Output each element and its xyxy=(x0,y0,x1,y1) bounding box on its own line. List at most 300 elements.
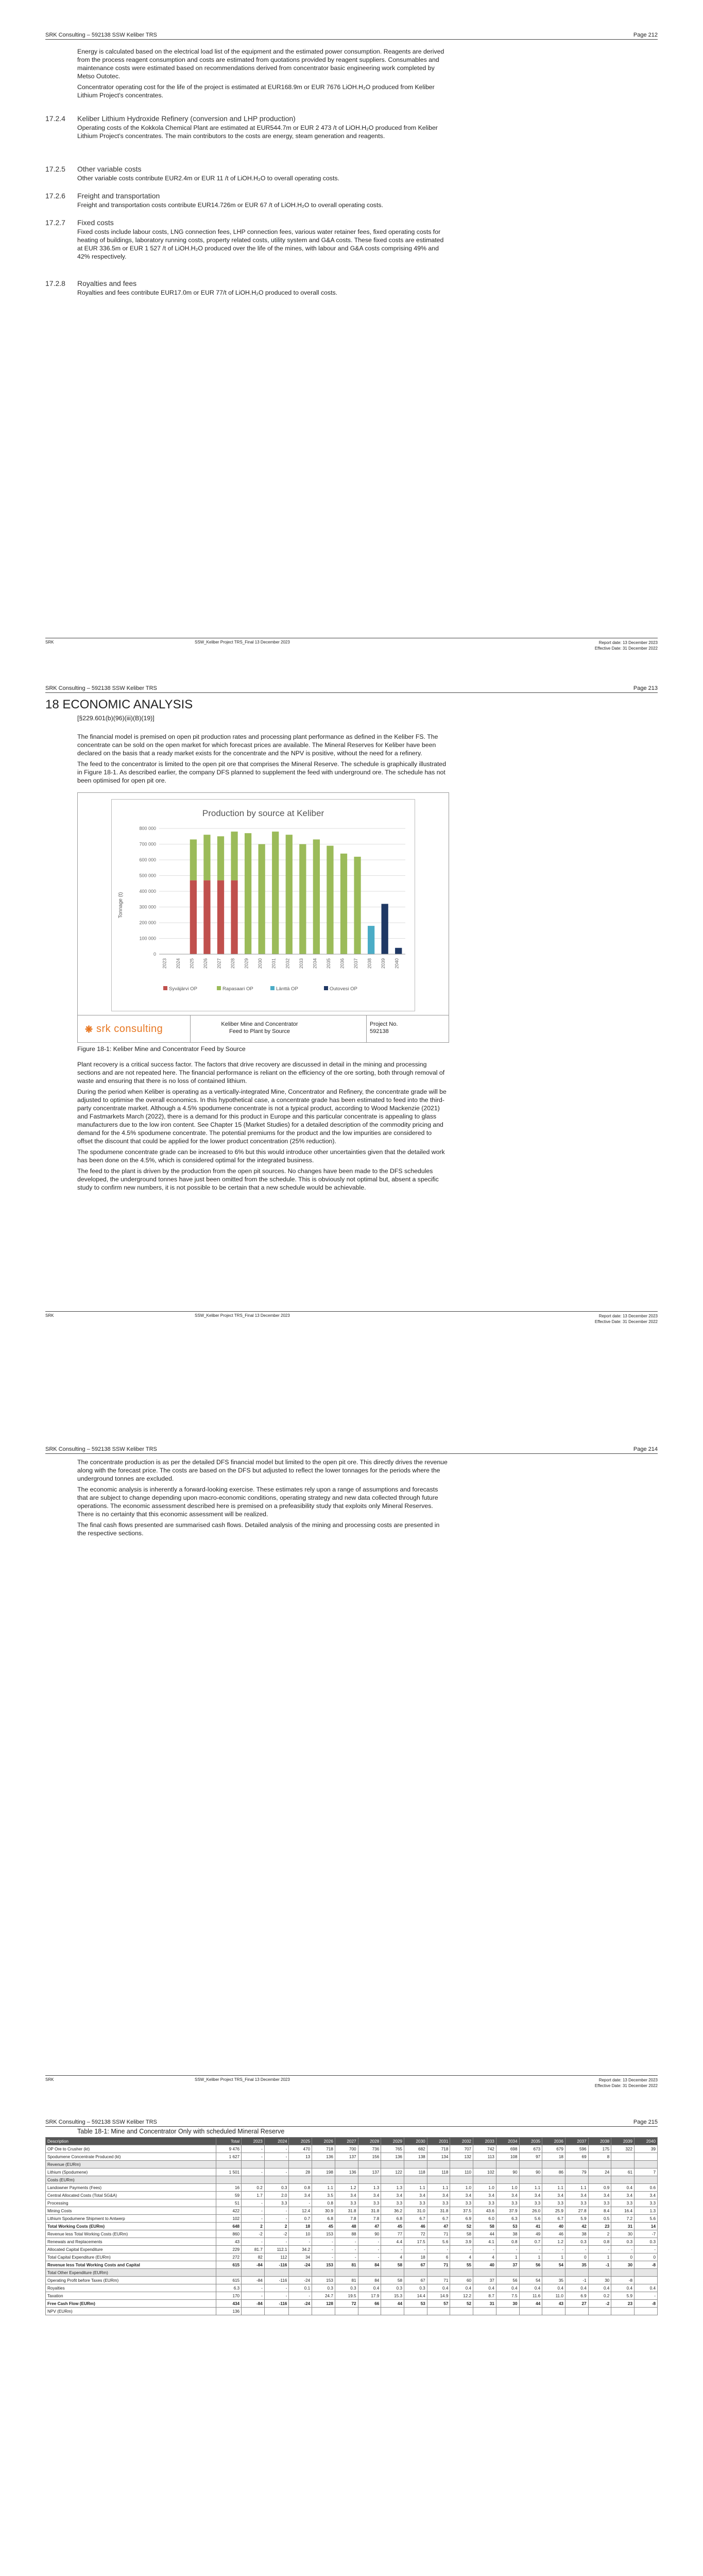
table-cell: 707 xyxy=(450,2145,473,2153)
section-number: 17.2.5 xyxy=(45,165,65,173)
table-cell xyxy=(381,2308,404,2315)
table-cell xyxy=(216,2161,242,2168)
table-row xyxy=(46,2300,658,2308)
table-cell: 7.8 xyxy=(335,2215,358,2223)
table-cell: - xyxy=(242,2215,265,2223)
x-tick-label: 2025 xyxy=(189,958,195,969)
column-header: 2033 xyxy=(473,2138,496,2145)
page-number: Page 215 xyxy=(633,2119,658,2125)
table-cell: 742 xyxy=(473,2145,496,2153)
table-cell xyxy=(450,2161,473,2168)
table-cell: - xyxy=(358,2246,381,2253)
table-cell: 61 xyxy=(611,2168,635,2176)
table-cell: -84 xyxy=(242,2277,265,2284)
y-tick-label: 400 000 xyxy=(139,889,156,894)
table-cell xyxy=(312,2308,335,2315)
table-cell: - xyxy=(264,2215,289,2223)
table-cell: 55 xyxy=(450,2261,473,2269)
table-cell: 17.9 xyxy=(358,2292,381,2300)
table-cell: - xyxy=(242,2145,265,2153)
bar-rapasaari-op2027 xyxy=(217,836,224,880)
table-cell: 3.3 xyxy=(565,2199,588,2207)
table-cell: 24.7 xyxy=(312,2292,335,2300)
table-cell: 44 xyxy=(473,2230,496,2238)
column-header: Total xyxy=(216,2138,242,2145)
project-label: Project No. xyxy=(370,1021,398,1027)
column-header: 2026 xyxy=(312,2138,335,2145)
table-row xyxy=(46,2277,658,2284)
table-cell: 153 xyxy=(312,2277,335,2284)
section-text: Operating costs of the Kokkola Chemical Plant are estimated at EUR544.7m or EUR 2 473 /t of LiOH.H₂O produced from Keliber Lithium Project's concentrates. The main contributors to the costs are energy, steam generation and reagents. xyxy=(77,124,438,140)
table-cell: 112 xyxy=(264,2253,289,2261)
legend-label: Outovesi OP xyxy=(330,986,357,992)
page-header xyxy=(45,1446,658,1454)
table-cell: 0.4 xyxy=(358,2284,381,2292)
table-cell: 8.4 xyxy=(588,2207,611,2215)
table-cell: 45 xyxy=(381,2223,404,2230)
table-cell: -8 xyxy=(635,2261,658,2269)
table-row xyxy=(46,2176,658,2184)
table-cell: -116 xyxy=(264,2300,289,2308)
table-cell: 30 xyxy=(496,2300,519,2308)
legend-swatch xyxy=(217,986,221,990)
table-cell xyxy=(542,2269,565,2277)
table-cell: Operating Profit before Taxes (EURm) xyxy=(46,2277,216,2284)
table-row xyxy=(46,2161,658,2168)
table-cell: 0.3 xyxy=(312,2284,335,2292)
table-cell: 3.4 xyxy=(565,2192,588,2199)
table-cell: 0.4 xyxy=(427,2284,450,2292)
table-cell xyxy=(588,2269,611,2277)
table-cell xyxy=(264,2161,289,2168)
table-cell: - xyxy=(242,2153,265,2161)
table-cell: 90 xyxy=(496,2168,519,2176)
table-cell: - xyxy=(242,2238,265,2246)
table-cell xyxy=(335,2308,358,2315)
table-cell: Taxation xyxy=(46,2292,216,2300)
table-row xyxy=(46,2153,658,2161)
table-cell: 1.1 xyxy=(519,2184,542,2192)
table-cell: 3.3 xyxy=(542,2199,565,2207)
table-cell: 3.3 xyxy=(611,2199,635,2207)
table-cell: 3.3 xyxy=(264,2199,289,2207)
table-cell xyxy=(289,2308,312,2315)
table-cell: 37 xyxy=(473,2277,496,2284)
table-cell: 0.8 xyxy=(588,2238,611,2246)
table-cell: 82 xyxy=(242,2253,265,2261)
table-cell xyxy=(427,2308,450,2315)
table-cell: Lithium (Spodumene) xyxy=(46,2168,216,2176)
table-cell: Costs (EURm) xyxy=(46,2176,216,2184)
table-cell: 54 xyxy=(519,2277,542,2284)
table-cell xyxy=(427,2161,450,2168)
table-cell: 3.4 xyxy=(635,2192,658,2199)
column-header: 2024 xyxy=(264,2138,289,2145)
table-cell: 0.2 xyxy=(588,2292,611,2300)
table-cell: Landowner Payments (Fees) xyxy=(46,2184,216,2192)
table-cell: Allocated Capital Expenditure xyxy=(46,2246,216,2253)
table-cell: 69 xyxy=(565,2153,588,2161)
table-cell: Spodumene Concentrate Produced (kt) xyxy=(46,2153,216,2161)
table-cell xyxy=(473,2308,496,2315)
x-tick-label: 2036 xyxy=(339,958,345,969)
table-cell: 11.0 xyxy=(542,2292,565,2300)
table-cell: 59 xyxy=(216,2192,242,2199)
table-cell: 0.6 xyxy=(635,2184,658,2192)
table-cell xyxy=(611,2269,635,2277)
column-header: 2028 xyxy=(358,2138,381,2145)
table-cell: - xyxy=(381,2246,404,2253)
report-date: Report date: 13 December 2023 xyxy=(598,2078,658,2082)
table-cell xyxy=(289,2269,312,2277)
table-cell: 23 xyxy=(588,2223,611,2230)
table-cell: 31.8 xyxy=(335,2207,358,2215)
table-cell: 5.6 xyxy=(635,2215,658,2223)
table-cell: Free Cash Flow (EURm) xyxy=(46,2300,216,2308)
table-cell xyxy=(427,2269,450,2277)
table-cell: 51 xyxy=(216,2199,242,2207)
table-cell: 56 xyxy=(496,2277,519,2284)
table-cell: 46 xyxy=(542,2230,565,2238)
report-date: Report date: 13 December 2023 xyxy=(598,1314,658,1318)
table-cell xyxy=(611,2161,635,2168)
table-cell: 2 xyxy=(242,2223,265,2230)
table-cell: - xyxy=(242,2168,265,2176)
table-cell: - xyxy=(542,2246,565,2253)
table-cell: Lithium Spodumene Shipment to Antwerp xyxy=(46,2215,216,2223)
table-cell: 3.3 xyxy=(404,2199,427,2207)
table-cell: 0.4 xyxy=(519,2284,542,2292)
table-cell: 1 501 xyxy=(216,2168,242,2176)
table-cell xyxy=(312,2269,335,2277)
table-row xyxy=(46,2199,658,2207)
table-cell: 3.3 xyxy=(450,2199,473,2207)
table-cell: - xyxy=(264,2238,289,2246)
logo-text: srk consulting xyxy=(96,1023,163,1035)
project-box xyxy=(366,1015,449,1042)
table-row xyxy=(46,2238,658,2246)
table-cell: 31.8 xyxy=(358,2207,381,2215)
table-cell xyxy=(496,2308,519,2315)
figure-footer xyxy=(78,1015,449,1042)
table-cell: 26.0 xyxy=(519,2207,542,2215)
section-text: Other variable costs contribute EUR2.4m or EUR 11 /t of LiOH.H₂O to overall operating costs. xyxy=(77,175,339,182)
table-cell xyxy=(496,2269,519,2277)
bar-rapasaari-op2029 xyxy=(245,833,251,954)
column-header: 2025 xyxy=(289,2138,312,2145)
table-cell: 2 xyxy=(588,2230,611,2238)
table-cell xyxy=(335,2269,358,2277)
column-header: 2027 xyxy=(335,2138,358,2145)
table-cell: Total Working Costs (EURm) xyxy=(46,2223,216,2230)
table-cell: 860 xyxy=(216,2230,242,2238)
table-cell: 90 xyxy=(358,2230,381,2238)
table-cell: 43.6 xyxy=(473,2207,496,2215)
table-cell xyxy=(635,2176,658,2184)
table-cell: 1 xyxy=(542,2253,565,2261)
project-number: 592138 xyxy=(370,1028,389,1035)
table-cell xyxy=(381,2269,404,2277)
table-cell: 30 xyxy=(611,2230,635,2238)
chapter-title: 18 ECONOMIC ANALYSIS xyxy=(45,698,193,711)
table-cell: 14.9 xyxy=(427,2292,450,2300)
table-cell: 6.8 xyxy=(312,2215,335,2223)
paragraph: The spodumene concentrate grade can be increased to 6% but this would introduce other uncertainties given that the detailed work has been done on the 4.5%, which is considered optimal for the integrated business. xyxy=(77,1148,445,1164)
table-cell: 0.3 xyxy=(404,2284,427,2292)
table-cell: 37.5 xyxy=(450,2207,473,2215)
table-cell xyxy=(635,2161,658,2168)
x-tick-label: 2038 xyxy=(367,958,372,969)
table-cell: 43 xyxy=(542,2300,565,2308)
column-header: 2038 xyxy=(588,2138,611,2145)
intro-text xyxy=(77,733,448,787)
bar-rapasaari-op2032 xyxy=(286,835,293,954)
table-cell: 170 xyxy=(216,2292,242,2300)
table-cell xyxy=(588,2308,611,2315)
section-title: Fixed costs xyxy=(77,218,114,227)
table-cell: - xyxy=(264,2292,289,2300)
table-cell: 56 xyxy=(519,2261,542,2269)
x-tick-label: 2033 xyxy=(298,958,304,969)
table-cell: - xyxy=(358,2238,381,2246)
column-header: Description xyxy=(46,2138,216,2145)
table-cell: 47 xyxy=(358,2223,381,2230)
table-row xyxy=(46,2284,658,2292)
column-header: 2032 xyxy=(450,2138,473,2145)
table-cell: OP Ore to Crusher (kt) xyxy=(46,2145,216,2153)
bar-outovesi-op2039 xyxy=(382,904,388,954)
table-cell: 3.3 xyxy=(358,2199,381,2207)
table-cell: 15.3 xyxy=(381,2292,404,2300)
table-cell: -24 xyxy=(289,2277,312,2284)
table-cell: - xyxy=(312,2238,335,2246)
srk-logo xyxy=(78,1015,191,1042)
table-cell: - xyxy=(450,2246,473,2253)
table-cell: 422 xyxy=(216,2207,242,2215)
table-cell xyxy=(381,2161,404,2168)
table-cell: 1.3 xyxy=(358,2184,381,2192)
page-212 xyxy=(0,0,703,675)
table-cell: 72 xyxy=(335,2300,358,2308)
table-cell: 136 xyxy=(312,2153,335,2161)
table-cell: 7.5 xyxy=(496,2292,519,2300)
table-cell: -8 xyxy=(635,2300,658,2308)
table-cell: 88 xyxy=(335,2230,358,2238)
table-cell: 137 xyxy=(358,2168,381,2176)
table-cell xyxy=(358,2161,381,2168)
table-cell: 1.0 xyxy=(450,2184,473,2192)
table-cell: - xyxy=(242,2292,265,2300)
table-cell: 153 xyxy=(312,2230,335,2238)
header-title: SRK Consulting – 592138 SSW Keliber TRS xyxy=(45,1446,157,1452)
table-cell xyxy=(242,2308,265,2315)
table-cell: 37.9 xyxy=(496,2207,519,2215)
bar-syv-j-rvi-op2027 xyxy=(217,880,224,954)
table-cell: 13 xyxy=(289,2153,312,2161)
paragraph: The final cash flows presented are summarised cash flows. Detailed analysis of the mining and processing costs are presented in the respective sections. xyxy=(77,1521,440,1537)
table-cell: 34 xyxy=(289,2253,312,2261)
table-cell: -8 xyxy=(611,2277,635,2284)
table-cell: 1.1 xyxy=(404,2184,427,2192)
table-cell: 682 xyxy=(404,2145,427,2153)
table-cell xyxy=(473,2176,496,2184)
x-tick-label: 2028 xyxy=(230,958,236,969)
table-cell: -116 xyxy=(264,2261,289,2269)
table-cell: 0 xyxy=(565,2253,588,2261)
table-cell: -84 xyxy=(242,2300,265,2308)
table-cell: 34.2 xyxy=(289,2246,312,2253)
table-cell: 0.4 xyxy=(565,2284,588,2292)
table-cell: 175 xyxy=(588,2145,611,2153)
legend-label: Länttä OP xyxy=(276,986,298,992)
table-cell: 0.3 xyxy=(264,2184,289,2192)
table-cell: 1.0 xyxy=(473,2184,496,2192)
table-cell: 7.8 xyxy=(358,2215,381,2223)
table-cell: Renewals and Replacements xyxy=(46,2238,216,2246)
table-cell: 10 xyxy=(289,2230,312,2238)
table-cell: 36.2 xyxy=(381,2207,404,2215)
figure-caption: Figure 18-1: Keliber Mine and Concentrator Feed by Source xyxy=(77,1045,246,1053)
table-cell: 38 xyxy=(565,2230,588,2238)
table-cell: 198 xyxy=(312,2168,335,2176)
section-number: 17.2.8 xyxy=(45,279,65,287)
bar-rapasaari-op2028 xyxy=(231,832,237,880)
table-cell: 52 xyxy=(450,2223,473,2230)
table-row xyxy=(46,2192,658,2199)
figure-footer-title: Keliber Mine and Concentrator Feed to Plant by Source xyxy=(221,1021,298,1035)
table-cell xyxy=(264,2176,289,2184)
legend-swatch xyxy=(324,986,328,990)
table-cell: 3.5 xyxy=(312,2192,335,2199)
page-footer xyxy=(45,2075,658,2091)
table-cell xyxy=(358,2176,381,2184)
table-cell: 3.3 xyxy=(381,2199,404,2207)
column-header: 2029 xyxy=(381,2138,404,2145)
footer-document: SSW_Keliber Project TRS_Final 13 December 2023 xyxy=(195,2077,290,2082)
table-cell: 30 xyxy=(588,2277,611,2284)
table-cell: 673 xyxy=(519,2145,542,2153)
intro-text xyxy=(77,1458,448,1540)
table-cell: - xyxy=(496,2246,519,2253)
table-cell: 67 xyxy=(404,2261,427,2269)
table-cell: 9 476 xyxy=(216,2145,242,2153)
table-cell: 0.4 xyxy=(588,2284,611,2292)
legend-label: Syväjärvi OP xyxy=(169,986,197,992)
table-cell: 6.0 xyxy=(473,2215,496,2223)
table-cell: 5.6 xyxy=(519,2215,542,2223)
table-cell: 97 xyxy=(519,2153,542,2161)
table-cell: 72 xyxy=(404,2230,427,2238)
x-tick-label: 2031 xyxy=(271,958,277,969)
footer-company: SRK xyxy=(45,2077,54,2082)
table-cell: 0.9 xyxy=(588,2184,611,2192)
page-number: Page 212 xyxy=(633,32,658,38)
section-text: Freight and transportation costs contribute EUR14.726m or EUR 67 /t of LiOH.H₂O to overall operating costs. xyxy=(77,201,383,209)
bar-rapasaari-op2037 xyxy=(354,857,361,954)
table-cell xyxy=(450,2176,473,2184)
table-cell: 0.5 xyxy=(588,2215,611,2223)
table-cell: 118 xyxy=(404,2168,427,2176)
table-cell: 3.4 xyxy=(358,2192,381,2199)
table-cell: 132 xyxy=(450,2153,473,2161)
table-cell xyxy=(289,2176,312,2184)
table-cell: 113 xyxy=(473,2153,496,2161)
table-cell: 137 xyxy=(335,2153,358,2161)
table-cell: 102 xyxy=(473,2168,496,2176)
table-cell: 35 xyxy=(565,2261,588,2269)
table-cell: 48 xyxy=(335,2223,358,2230)
chart-frame xyxy=(111,799,415,1011)
table-cell: 596 xyxy=(565,2145,588,2153)
table-cell: 3.4 xyxy=(542,2192,565,2199)
table-cell: - xyxy=(635,2246,658,2253)
page-number: Page 213 xyxy=(633,685,658,691)
table-cell: 118 xyxy=(427,2168,450,2176)
table-cell: 3.4 xyxy=(588,2192,611,2199)
table-cell: 3.3 xyxy=(635,2199,658,2207)
table-cell: Royalties xyxy=(46,2284,216,2292)
logo-icon: ❋ xyxy=(85,1024,93,1035)
table-cell: 434 xyxy=(216,2300,242,2308)
table-cell: 3.4 xyxy=(404,2192,427,2199)
table-cell: 112.1 xyxy=(264,2246,289,2253)
table-cell: 0.4 xyxy=(450,2284,473,2292)
page-header xyxy=(45,32,658,40)
table-cell: 58 xyxy=(381,2261,404,2269)
table-cell: 37 xyxy=(496,2261,519,2269)
table-cell xyxy=(404,2269,427,2277)
table-cell: 3.3 xyxy=(519,2199,542,2207)
paragraph: The financial model is premised on open pit production rates and processing plant performance as defined in the Keliber FS. The concentrate can be sold on the open market for which forecast prices are available. The Mineral Reserves for Keliber have been declared on the basis that a ready market exists for the concentrate and the NPV is positive, without the need for a refinery. xyxy=(77,733,438,757)
table-cell xyxy=(312,2161,335,2168)
table-cell xyxy=(427,2176,450,2184)
table-cell: 39 xyxy=(635,2145,658,2153)
bar-rapasaari-op2025 xyxy=(190,839,197,880)
cfr-reference: [§229.601(b)(96)(iii)(B)(19)] xyxy=(77,715,155,722)
table-cell: 3.4 xyxy=(335,2192,358,2199)
table-cell: 0.3 xyxy=(381,2284,404,2292)
table-cell: -116 xyxy=(264,2277,289,2284)
table-cell: - xyxy=(264,2153,289,2161)
table-cell: 2.0 xyxy=(264,2192,289,2199)
bar-syv-j-rvi-op2025 xyxy=(190,880,197,954)
table-cell: 40 xyxy=(542,2223,565,2230)
table-cell: 0.3 xyxy=(335,2284,358,2292)
table-cell: 1 xyxy=(519,2253,542,2261)
table-cell: 136 xyxy=(216,2308,242,2315)
footer-company: SRK xyxy=(45,640,54,645)
column-header: 2034 xyxy=(496,2138,519,2145)
table-cell: 41 xyxy=(519,2223,542,2230)
table-cell: 3.4 xyxy=(611,2192,635,2199)
column-header: 2030 xyxy=(404,2138,427,2145)
economic-table xyxy=(45,2137,658,2315)
table-cell: 698 xyxy=(496,2145,519,2153)
table-cell: 58 xyxy=(450,2230,473,2238)
table-cell: 12.2 xyxy=(450,2292,473,2300)
page-header xyxy=(45,685,658,693)
table-header-row xyxy=(46,2138,658,2145)
table-cell xyxy=(216,2176,242,2184)
paragraph: The economic analysis is inherently a forward-looking exercise. These estimates rely upon a range of assumptions and forecasts that are subject to change depending upon macro-economic conditions, operating strategy and new data collected through future operations. The economic assessment described here is premised on a prefeasibility study that exploits only Mineral Reserves. There is no certainty that this economic assessment will be realized. xyxy=(77,1486,438,1518)
bar-rapasaari-op2026 xyxy=(203,835,210,880)
table-cell: 322 xyxy=(611,2145,635,2153)
table-cell: Processing xyxy=(46,2199,216,2207)
table-cell: - xyxy=(404,2246,427,2253)
table-cell: 3.4 xyxy=(381,2192,404,2199)
table-cell xyxy=(335,2176,358,2184)
table-cell: 54 xyxy=(542,2261,565,2269)
